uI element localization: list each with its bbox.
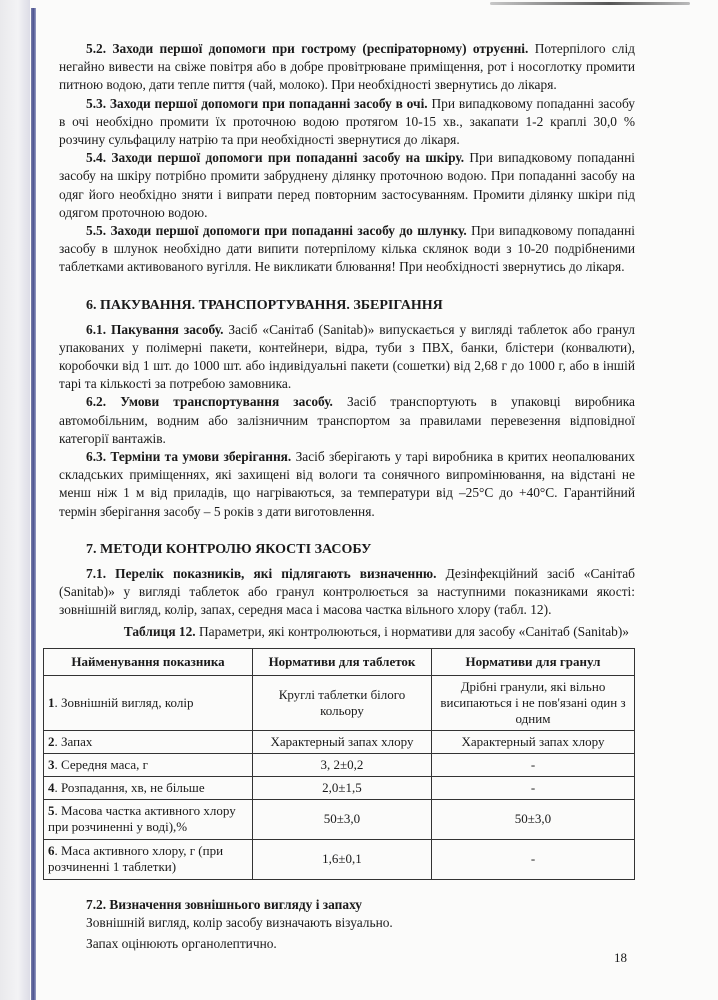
table-row xyxy=(44,753,635,776)
indicator-name: . Середня маса, г xyxy=(54,756,148,772)
cell-granules: - xyxy=(432,839,635,879)
text-5-2: Потерпілого слід негайно вивести на свіже повітря або в добре провітрюване приміщення, рот і носоглотку промити питною водою, дати тепле пиття (чай, молоко). При необхідності звернутись до лікаря. xyxy=(59,41,635,93)
paragraph-7-1 xyxy=(59,565,635,620)
row-number: 4 xyxy=(48,779,55,795)
heading-5-2: 5.2. Заходи першої допомоги при гострому (респіраторному) отруєнні. xyxy=(86,41,529,56)
row-number: 6 xyxy=(48,843,55,859)
table-row xyxy=(44,730,635,753)
page-number: 18 xyxy=(614,950,627,965)
text-7-2-line1: Зовнішній вигляд, колір засобу визначають візуально. xyxy=(86,914,393,930)
header-granules: Нормативи для гранул xyxy=(432,648,635,675)
scan-top-artifact xyxy=(490,2,690,5)
cell-indicator xyxy=(44,776,253,799)
cell-tablets: Круглі таблетки білого кольору xyxy=(253,675,432,730)
indicator-name: . Маса активного хлору, г (при розчиненні 1 таблетки) xyxy=(48,843,224,875)
cell-tablets: 1,6±0,1 xyxy=(253,839,432,879)
cell-tablets: 3, 2±0,2 xyxy=(253,753,432,776)
paragraph-6-3 xyxy=(59,448,635,521)
table-row xyxy=(44,675,635,730)
paragraph-6-1 xyxy=(59,321,635,394)
indicator-name: . Масова частка активного хлору при розчиненні у воді),% xyxy=(48,803,236,835)
table-row xyxy=(44,799,635,839)
row-number: 2 xyxy=(48,733,55,749)
document-page xyxy=(48,40,636,953)
cell-granules: Дрібні гранули, які вільно висипаються і не пов'язані один з одним xyxy=(432,675,635,730)
indicator-name: . Розпадання, хв, не більше xyxy=(54,779,205,795)
paragraph-5-2 xyxy=(59,40,635,95)
text-5-3: При випадковому попаданні засобу в очі необхідно промити їх проточною водою протягом 10-15 хв., закапати 1-2 краплі 30,0 % розчину сульфацилу натрію та при необхідності звернутися до лікаря. xyxy=(59,95,635,148)
row-number: 3 xyxy=(48,756,55,772)
heading-7-2: 7.2. Визначення зовнішнього вигляду і запаху xyxy=(86,896,362,912)
heading-5-5: 5.5. Заходи першої допомоги при попаданні засобу до шлунку. xyxy=(86,223,467,239)
paragraph-5-3 xyxy=(59,95,635,150)
heading-5-4: 5.4. Заходи першої допомоги при попаданні засобу на шкіру. xyxy=(86,150,465,166)
table-caption-text: Параметри, які контролюються, і нормативи для засобу «Санітаб (Sanitab)» xyxy=(195,624,629,640)
text-6-3: Засіб зберігають у тарі виробника в критих неопалюваних складських приміщеннях, які захищені від вологи та сонячного випромінювання, на відстані не менш ніж 1 м від приладів, що нагріваються, за температури від –25°С до +40°С. Гарантійний термін зберігання засобу – 5 років з дати виготовлення. xyxy=(59,449,635,519)
table-row xyxy=(44,776,635,799)
cell-indicator xyxy=(44,675,253,730)
paragraph-6-2 xyxy=(59,393,635,448)
text-5-4: При випадковому попаданні засобу на шкіру потрібно промити забруднену ділянку проточною водою. При попаданні засобу на одяг його необхідно зняти і випрати перед повторним застосуванням. Промити ділянку шкіри під одягом проточною водою. xyxy=(59,150,635,220)
text-6-1: Засіб «Санітаб (Sanitab)» випускається у вигляді таблеток або гранул упакованих у полімерні пакети, контейнери, відра, туби з ПВХ, банки, блістери (конвалюти), коробочки від 1 шт. до 1000 шт. або індивідуальні пакети (сошетки) від 2,68 г до 1000 г, або в іншій тарі та кількості за потребою замовника. xyxy=(59,321,635,392)
paragraph-5-5 xyxy=(59,222,635,277)
header-tablets: Нормативи для таблеток xyxy=(253,648,432,675)
heading-6-2: 6.2. Умови транспортування засобу. xyxy=(86,394,333,410)
cell-indicator xyxy=(44,753,253,776)
row-number: 5 xyxy=(48,803,55,819)
cell-tablets: 2,0±1,5 xyxy=(253,776,432,799)
cell-granules: Характерный запах хлору xyxy=(432,730,635,753)
cell-indicator xyxy=(44,730,253,753)
indicator-name: . Зовнішній вигляд, колір xyxy=(54,694,194,710)
table-12-caption xyxy=(59,623,635,641)
text-7-2-line2: Запах оцінюють органолептично. xyxy=(86,936,277,952)
scan-binding-shadow xyxy=(0,0,30,1000)
text-7-1: Дезінфекційний засіб «Санітаб (Sanitab)» у вигляді таблеток або гранул контролюється за наступними показниками якості: зовнішній вигляд, колір, запах, середня маса і масова частка вільного хлору (табл. 12). xyxy=(59,565,635,618)
cell-tablets: 50±3,0 xyxy=(253,799,432,839)
text-5-5: При випадковому попаданні засобу в шлунок необхідно дати випити потерпілому кілька склянок води з 10-20 подрібненими таблетками активованого вугілля. Не викликати блювання! При необхідності звернутись до лікаря. xyxy=(59,223,635,275)
text-6-2: Засіб транспортують в упаковці виробника автомобільним, водним або залізничним транспортом за правилами перевезення відповідної категорії вантажів. xyxy=(59,394,636,446)
header-indicator: Найменування показника xyxy=(44,648,253,675)
cell-indicator xyxy=(44,839,253,879)
table-caption-label: Таблиця 12. xyxy=(123,624,196,640)
heading-6-3: 6.3. Терміни та умови зберігання. xyxy=(86,449,292,465)
cell-granules: - xyxy=(432,753,635,776)
cell-granules: 50±3,0 xyxy=(432,799,635,839)
section-7-title: 7. МЕТОДИ КОНТРОЛЮ ЯКОСТІ ЗАСОБУ xyxy=(86,541,372,557)
table-12 xyxy=(43,648,635,880)
indicator-name: . Запах xyxy=(54,733,93,749)
paragraph-7-2 xyxy=(59,896,635,914)
cell-granules: - xyxy=(432,776,635,799)
table-row xyxy=(44,839,635,879)
table-header-row xyxy=(44,648,635,675)
heading-6-1: 6.1. Пакування засобу. xyxy=(86,321,224,337)
paragraph-5-4 xyxy=(59,149,635,222)
section-6-title: 6. ПАКУВАННЯ. ТРАНСПОРТУВАННЯ. ЗБЕРІГАННЯ xyxy=(86,297,443,313)
cell-indicator xyxy=(44,799,253,839)
cell-tablets: Характерный запах хлору xyxy=(253,730,432,753)
scan-binding-edge xyxy=(31,8,36,1000)
heading-7-1: 7.1. Перелік показників, які підлягають визначенню. xyxy=(86,565,437,581)
heading-5-3: 5.3. Заходи першої допомоги при попаданні засобу в очі. xyxy=(86,95,428,111)
row-number: 1 xyxy=(48,694,55,710)
